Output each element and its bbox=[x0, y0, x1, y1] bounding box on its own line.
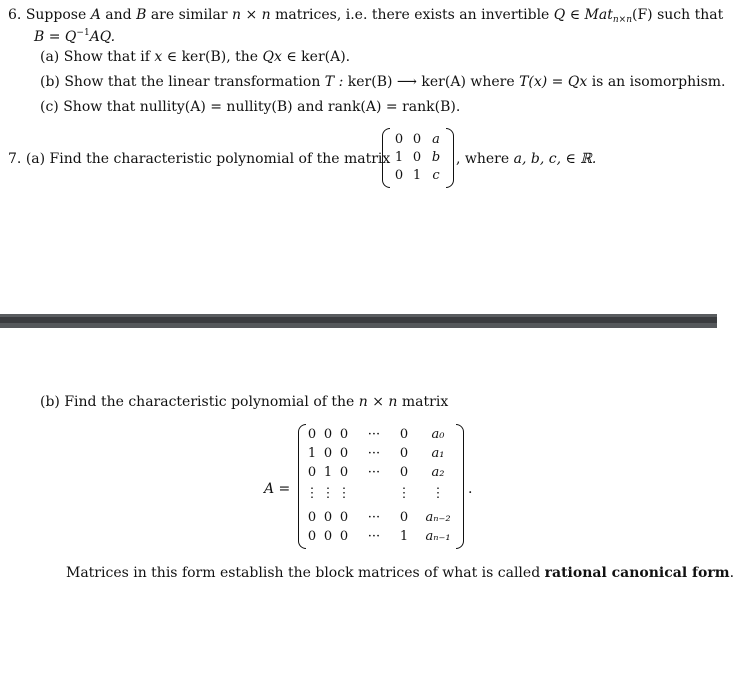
matrix-A-cell: 0 bbox=[339, 529, 349, 544]
problem-7-number: 7. bbox=[8, 151, 22, 167]
matrix-3x3-right-paren bbox=[446, 128, 454, 188]
matrix-A-cell: 1 bbox=[307, 446, 317, 461]
matrix-A-cell: ⋮ bbox=[431, 486, 445, 501]
matrix-A-cell: 0 bbox=[399, 446, 409, 461]
matrix-A-cell: 1 bbox=[399, 529, 409, 544]
matrix-A-cell: ⋮ bbox=[305, 486, 319, 501]
matrix-A-cell: ··· bbox=[367, 427, 381, 442]
matrix-A-cell: 0 bbox=[323, 427, 333, 442]
problem-6-number: 6. bbox=[8, 7, 22, 23]
problem-7-part-b: (b) Find the characteristic polynomial of the n × n matrix bbox=[40, 394, 449, 410]
matrix-A-cell: 1 bbox=[323, 465, 333, 480]
matrix-A-label: A = bbox=[264, 481, 291, 497]
matrix-3x3-cell: 1 bbox=[412, 168, 422, 183]
matrix-A-cell: ··· bbox=[367, 465, 381, 480]
closing-remark: Matrices in this form establish the block matrices of what is called rational canonical form. bbox=[66, 565, 734, 581]
matrix-A-cell: 0 bbox=[399, 427, 409, 442]
matrix-A-cell: 0 bbox=[307, 529, 317, 544]
matrix-A bbox=[298, 424, 464, 549]
matrix-3x3-cell: 0 bbox=[394, 132, 404, 147]
matrix-A-cell: ⋮ bbox=[397, 486, 411, 501]
matrix-3x3 bbox=[382, 128, 454, 188]
matrix-A-cell: a₁ bbox=[431, 446, 445, 461]
matrix-A-cell: ··· bbox=[367, 529, 381, 544]
matrix-A-cell: 0 bbox=[399, 510, 409, 525]
matrix-A-cell: a₂ bbox=[431, 465, 445, 480]
matrix-A-cell: ··· bbox=[367, 446, 381, 461]
matrix-3x3-cell: 0 bbox=[412, 150, 422, 165]
matrix-A-cell: ··· bbox=[367, 510, 381, 525]
matrix-A-period: . bbox=[468, 481, 473, 497]
matrix-3x3-cell: 1 bbox=[394, 150, 404, 165]
matrix-A-cell: aₙ₋₂ bbox=[425, 510, 451, 525]
matrix-A-cell: 0 bbox=[339, 427, 349, 442]
matrix-3x3-cell: c bbox=[432, 168, 440, 183]
problem-6-line-2: $B = Q^{-1}AQ$. bbox=[34, 28, 116, 45]
matrix-A-cell: 0 bbox=[323, 446, 333, 461]
problem-6-part-c: (c) Show that nullity(A) = nullity(B) and rank(A) = rank(B). bbox=[40, 99, 461, 115]
problem-7-part-a: 7. (a) Find the characteristic polynomial of the matrix bbox=[8, 151, 391, 167]
matrix-A-cell: ⋮ bbox=[337, 486, 351, 501]
matrix-3x3-left-paren bbox=[382, 128, 390, 188]
rational-canonical-form-term: rational canonical form bbox=[544, 565, 730, 581]
matrix-3x3-cell: 0 bbox=[412, 132, 422, 147]
matrix-A-cell: 0 bbox=[307, 427, 317, 442]
matrix-A-cell: 0 bbox=[307, 465, 317, 480]
matrix-3x3-cell: b bbox=[431, 150, 441, 165]
problem-6-line-1: 6. Suppose A and B are similar n × n matrices, i.e. there exists an invertible Q ∈ Mat$_{n\times n}$(F) such that bbox=[8, 7, 724, 25]
matrix-A-cell: 0 bbox=[339, 510, 349, 525]
problem-6-part-b: (b) Show that the linear transformation T : ker(B) ⟶ ker(A) where T(x) = Qx is an isomorphism. bbox=[40, 74, 726, 90]
matrix-A-cell: 0 bbox=[323, 529, 333, 544]
matrix-A-cell: aₙ₋₁ bbox=[425, 529, 451, 544]
matrix-A-cell: 0 bbox=[339, 446, 349, 461]
matrix-A-cell: a₀ bbox=[431, 427, 445, 442]
matrix-A-cell: ⋮ bbox=[321, 486, 335, 501]
matrix-3x3-cell: a bbox=[432, 132, 440, 147]
matrix-A-cell: 0 bbox=[307, 510, 317, 525]
problem-6-part-a: (a) Show that if x ∈ ker(B), the Qx ∈ ker(A). bbox=[40, 49, 351, 65]
matrix-A-cell: 0 bbox=[399, 465, 409, 480]
problem-7-where: , where a, b, c, ∈ ℝ. bbox=[456, 151, 597, 167]
matrix-A-cell: 0 bbox=[323, 510, 333, 525]
page-separator bbox=[0, 314, 717, 328]
matrix-3x3-cell: 0 bbox=[394, 168, 404, 183]
matrix-A-cell: 0 bbox=[339, 465, 349, 480]
